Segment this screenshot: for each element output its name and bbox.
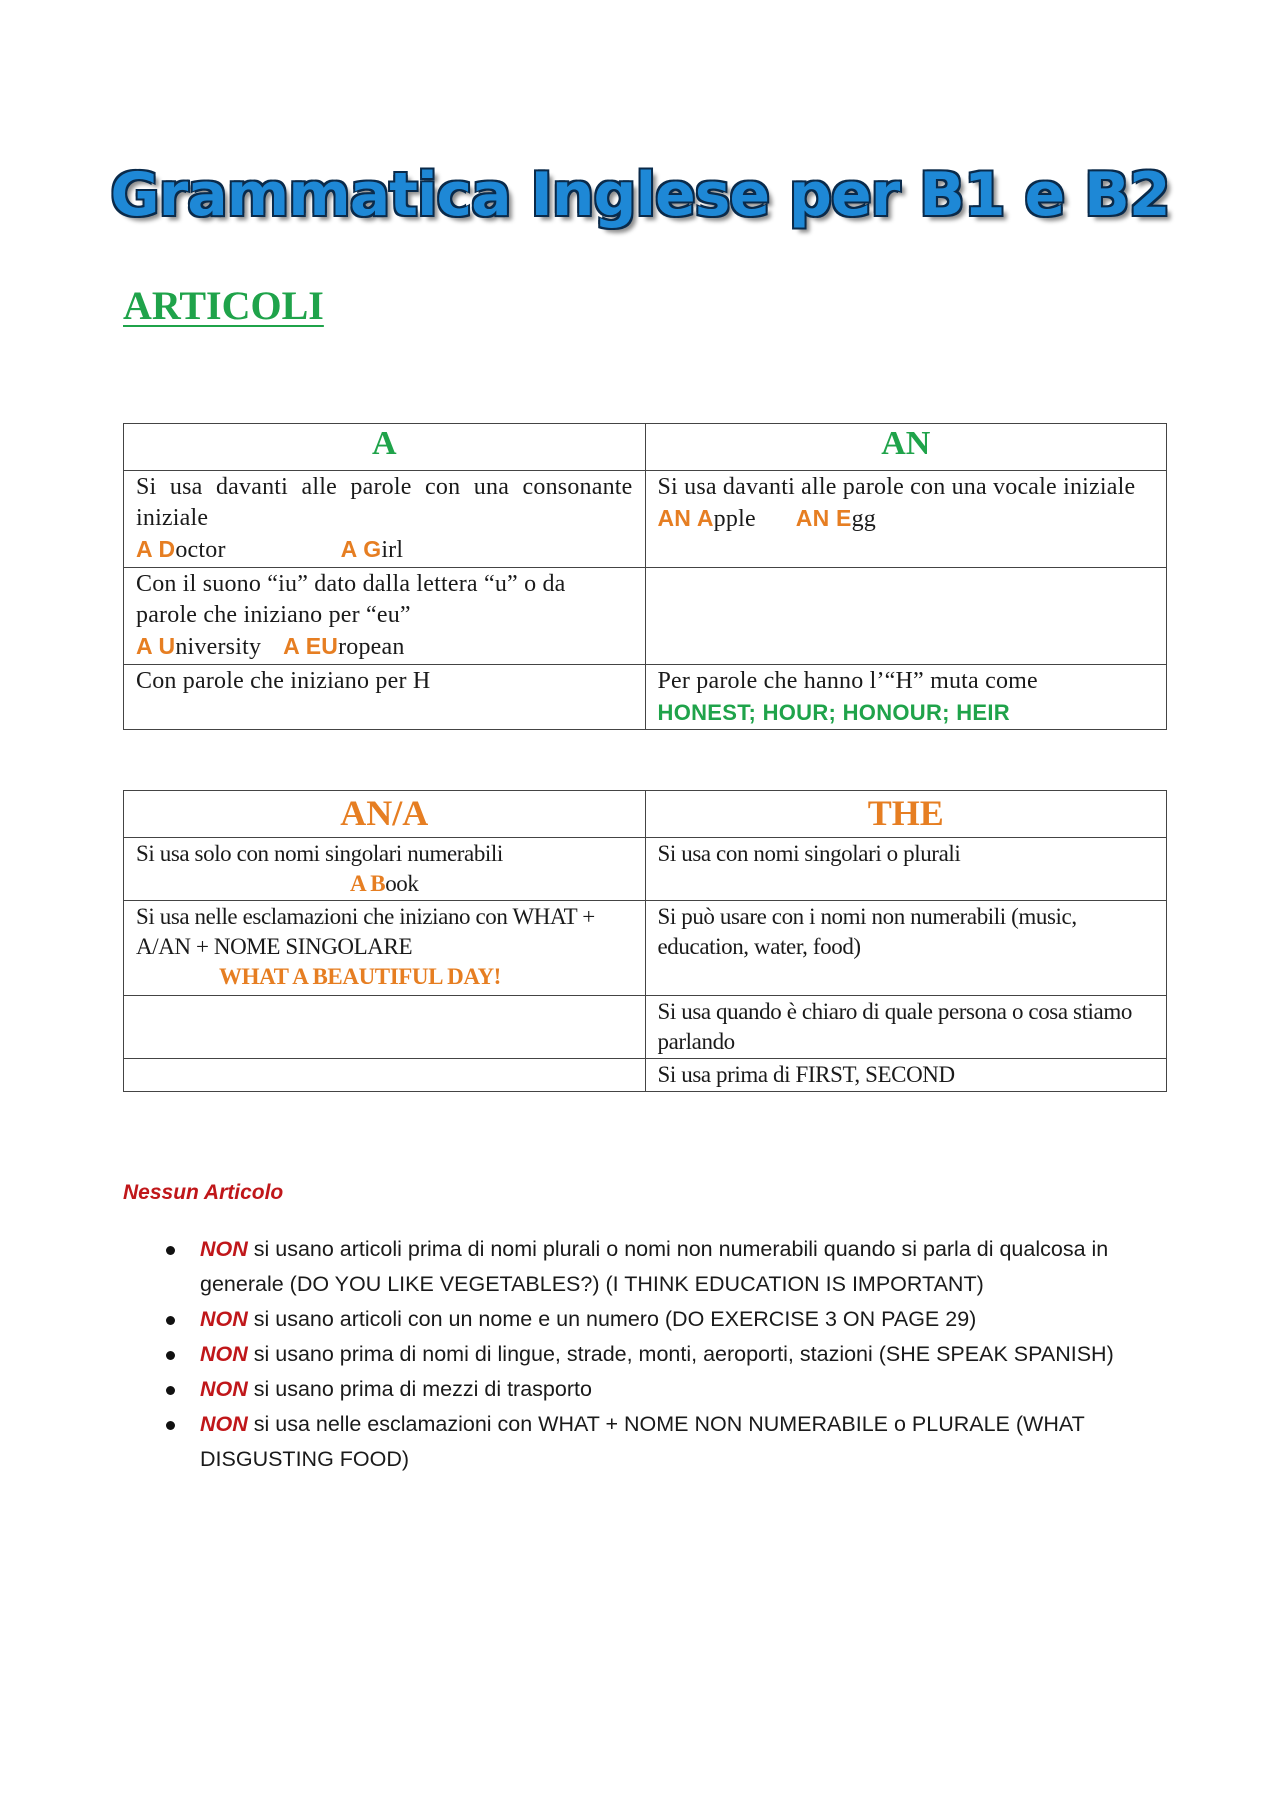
example-highlight: A D bbox=[136, 536, 176, 562]
non-keyword: NON bbox=[200, 1412, 248, 1436]
table-cell bbox=[124, 901, 646, 996]
table-cell-empty bbox=[124, 996, 646, 1059]
table-row bbox=[124, 838, 1167, 901]
example-rest: gg bbox=[851, 506, 876, 532]
table-cell bbox=[645, 1059, 1167, 1092]
example-line bbox=[136, 534, 633, 566]
header-the: THE bbox=[645, 791, 1167, 838]
table-cell bbox=[124, 568, 646, 665]
table-row bbox=[124, 996, 1167, 1059]
example-highlight: A U bbox=[136, 633, 176, 659]
cell-text: Si usa davanti alle parole con una consonante iniziale bbox=[136, 474, 633, 531]
articles-table-a-an bbox=[123, 423, 1167, 730]
cell-text: Si usa prima di FIRST, SECOND bbox=[657, 1062, 955, 1087]
articles-table-ana-the bbox=[123, 790, 1167, 1092]
list-item bbox=[200, 1372, 1130, 1407]
example-line bbox=[136, 962, 633, 992]
list-item-text: si usano prima di mezzi di trasporto bbox=[247, 1377, 592, 1401]
table-cell bbox=[645, 471, 1167, 568]
example-highlight: A EU bbox=[283, 633, 339, 659]
non-keyword: NON bbox=[200, 1342, 248, 1366]
list-item-text: si usano prima di nomi di lingue, strade, monti, aeroporti, stazioni (SHE SPEAK SPANISH) bbox=[247, 1342, 1114, 1366]
table-row bbox=[124, 665, 1167, 730]
table-cell bbox=[124, 665, 646, 730]
list-item bbox=[200, 1407, 1130, 1477]
header-a: A bbox=[124, 424, 646, 471]
example-highlight: AN A bbox=[657, 505, 714, 531]
header-an-a: AN/A bbox=[124, 791, 646, 838]
cell-text: Si usa nelle esclamazioni che iniziano con WHAT + A/AN + NOME SINGOLARE bbox=[136, 904, 595, 959]
example-rest: octor bbox=[175, 537, 226, 563]
table-header-row bbox=[124, 791, 1167, 838]
table-cell bbox=[645, 665, 1167, 730]
table-cell bbox=[645, 838, 1167, 901]
no-article-list bbox=[200, 1232, 1130, 1477]
cell-text: Per parole che hanno l’“H” muta come bbox=[657, 668, 1038, 694]
example-rest: ropean bbox=[338, 634, 405, 660]
non-keyword: NON bbox=[200, 1377, 248, 1401]
cell-text: Con parole che iniziano per H bbox=[136, 668, 431, 694]
table-cell bbox=[124, 838, 646, 901]
table-cell-empty bbox=[124, 1059, 646, 1092]
cell-text: Si usa quando è chiaro di quale persona o cosa stiamo parlando bbox=[657, 999, 1132, 1054]
example-rest: ook bbox=[385, 871, 419, 896]
cell-text: Si può usare con i nomi non numerabili (music, education, water, food) bbox=[657, 904, 1077, 959]
example-line bbox=[136, 869, 633, 899]
list-item bbox=[200, 1232, 1130, 1302]
example-highlight: A B bbox=[349, 871, 386, 896]
document-title: Grammatica Inglese per B1 e B2 bbox=[110, 160, 1170, 230]
list-item-text: si usa nelle esclamazioni con WHAT + NOME NON NUMERABILE o PLURALE (WHAT DISGUSTING FOOD) bbox=[200, 1412, 1085, 1471]
table-cell-empty bbox=[645, 568, 1167, 665]
list-item-text: si usano articoli con un nome e un numero (DO EXERCISE 3 ON PAGE 29) bbox=[247, 1307, 977, 1331]
cell-text: Con il suono “iu” dato dalla lettera “u” o da parole che iniziano per “eu” bbox=[136, 571, 566, 628]
table-cell bbox=[645, 901, 1167, 996]
example-line bbox=[658, 503, 1155, 535]
table-row bbox=[124, 568, 1167, 665]
example-line bbox=[136, 631, 633, 663]
table-row bbox=[124, 471, 1167, 568]
table-header-row bbox=[124, 424, 1167, 471]
non-keyword: NON bbox=[200, 1237, 248, 1261]
no-article-heading: Nessun Articolo bbox=[123, 1181, 284, 1204]
silent-h-examples: HONEST; HOUR; HONOUR; HEIR bbox=[657, 700, 1010, 725]
section-heading-articoli: ARTICOLI bbox=[123, 283, 324, 328]
example-highlight: A G bbox=[340, 536, 382, 562]
non-keyword: NON bbox=[200, 1307, 248, 1331]
example-highlight: WHAT A BEAUTIFUL DAY! bbox=[219, 964, 501, 989]
table-cell bbox=[645, 996, 1167, 1059]
example-highlight: AN E bbox=[795, 505, 852, 531]
example-rest: niversity bbox=[175, 634, 262, 660]
example-rest: pple bbox=[713, 506, 756, 532]
cell-text: Si usa con nomi singolari o plurali bbox=[657, 841, 961, 866]
cell-text: Si usa solo con nomi singolari numerabili bbox=[136, 841, 503, 866]
cell-text: Si usa davanti alle parole con una vocale iniziale bbox=[657, 474, 1136, 500]
table-cell bbox=[124, 471, 646, 568]
example-rest: irl bbox=[381, 537, 404, 563]
header-an: AN bbox=[645, 424, 1167, 471]
table-row bbox=[124, 901, 1167, 996]
list-item bbox=[200, 1302, 1130, 1337]
list-item bbox=[200, 1337, 1130, 1372]
list-item-text: si usano articoli prima di nomi plurali o nomi non numerabili quando si parla di qualcosa in generale (DO YOU LIKE VEGETABLES?) (I THINK EDUCATION IS IMPORTANT) bbox=[200, 1237, 1109, 1296]
table-row bbox=[124, 1059, 1167, 1092]
